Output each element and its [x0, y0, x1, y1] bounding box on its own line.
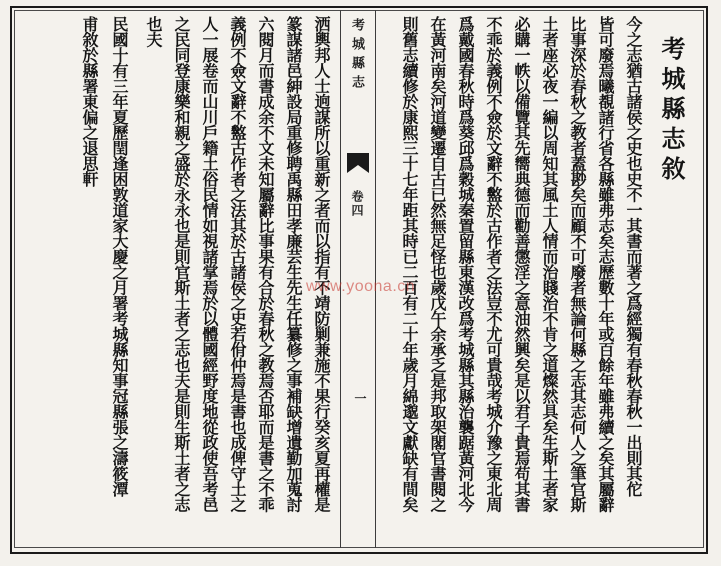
text-column-13: 義例不僉文辭不盭古作者之法其於古諸侯之史若佾仲焉是書也成俾守土之	[228, 16, 247, 512]
watermark: www.yoona.cn	[306, 278, 416, 295]
text-column-12: 六閱月而書成余不文未知屬辭比事果有合於春秋之教焉否耶而是書之不乖	[256, 16, 275, 512]
date-line: 民國十有三年夏歷閏逢困敦道家大慶之月署考城縣知事冠縣張之濤筱潭	[110, 16, 129, 497]
text-column-5: 必購一帙以備覽其先嚮典德而勸善懲淫之意油然興矣是以君子貴焉苟其書	[512, 16, 531, 512]
text-column-11: 篆謀諸邑紳設局重修聘禹縣田孝廉芸生先生任纂修之事補缺增遺勤加蒐討	[284, 16, 303, 512]
text-column-2: 皆可廢焉曦覩諸行省各縣雖弗志矣志歷數十年或百餘年雖弗續之矣其屬辭	[596, 16, 615, 512]
text-column-9: 則舊志續修於康熙三十七年距其時已二百有二十年歲月綿邈文獻缺有間矣	[400, 16, 419, 512]
text-column-16: 也夫	[144, 16, 163, 47]
fishtail-mark-icon	[346, 152, 370, 174]
text-column-4: 土者座必夜一編以周知其風土人情而治賤治不肯之道燦然具矣生斯土者家	[540, 16, 559, 512]
text-column-3: 比事深於春秋之教者蓋尠矣而顧不可廢者無論何縣之志其志何人之筆官斯	[568, 16, 587, 512]
signature-line: 甫敘於縣署東偏之退思軒	[80, 16, 99, 187]
text-column-14: 人一展卷而山川戶籍土俗民情如視諸掌焉於以體國經野度地從政使吾考邑	[200, 16, 219, 512]
text-column-15: 之民同登康樂和親之盛於永永也是則官斯土者之志也夫是則生斯土者之志	[172, 16, 191, 512]
text-column-6: 不乖於義例不僉於文辭不盭於古作者之法豈不尤可貴哉考城介豫之東北周	[484, 16, 503, 512]
text-column-8: 在黃河南矣河道變遷自古已然無足怪也歲戊午余承乏是邦取架閣官書閱之	[428, 16, 447, 512]
text-column-7: 爲戴國春秋時爲葵邱爲穀城秦置留縣東漢改爲考城縣其縣治襲踞黃河北今	[456, 16, 475, 512]
text-column-1: 今之志猶古諸侯之史也史不一其書而著之爲經獨有春秋春秋一出則其佗	[624, 16, 643, 497]
preface-title: 考城縣志敘	[657, 36, 686, 186]
gutter-book-title: 考城縣志	[349, 18, 364, 94]
text-column-10: 洒輿邦人士逈謀所以重新之者而以指有不靖防剿兼施不果行癸亥夏再權是	[312, 16, 331, 512]
gutter-juan: 卷四	[350, 190, 364, 218]
gutter-page-number: 一	[353, 392, 367, 404]
